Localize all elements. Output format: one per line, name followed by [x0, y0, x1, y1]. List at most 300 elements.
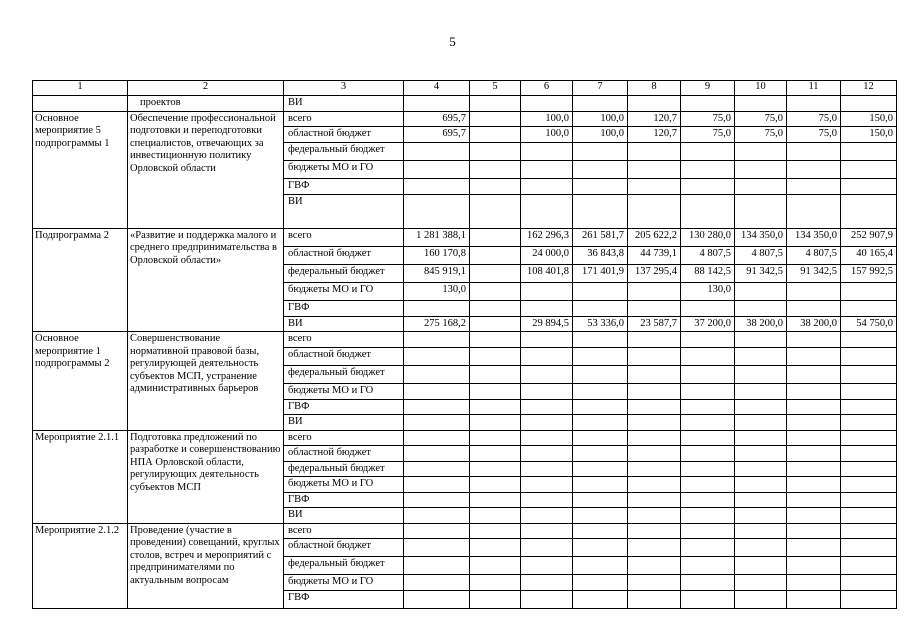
value-cell [470, 575, 521, 591]
value-cell [470, 111, 521, 127]
item-name-cell: Основное мероприятие 5 подпрограммы 1 [33, 111, 128, 228]
value-cell [470, 492, 521, 508]
value-cell [841, 492, 897, 508]
value-cell [470, 194, 521, 228]
value-cell [404, 492, 470, 508]
value-cell [521, 142, 573, 160]
value-cell [841, 178, 897, 194]
value-cell [573, 347, 628, 365]
value-cell: 160 170,8 [404, 246, 470, 264]
header-cell: 10 [735, 81, 787, 96]
value-cell [573, 300, 628, 316]
value-cell [573, 178, 628, 194]
value-cell [628, 194, 681, 228]
value-cell: 120,7 [628, 127, 681, 143]
header-row [33, 81, 897, 96]
value-cell: 130,0 [681, 282, 735, 300]
value-cell: 130 280,0 [681, 228, 735, 246]
value-cell: 75,0 [787, 111, 841, 127]
value-cell [841, 399, 897, 415]
value-cell: 38 200,0 [735, 316, 787, 332]
value-cell: 4 807,5 [681, 246, 735, 264]
value-cell [628, 508, 681, 524]
value-cell [628, 365, 681, 383]
value-cell: 275 168,2 [404, 316, 470, 332]
value-cell [470, 332, 521, 348]
value-cell [573, 415, 628, 431]
value-cell [735, 160, 787, 178]
value-cell [841, 430, 897, 446]
value-cell [404, 461, 470, 477]
value-cell [681, 383, 735, 399]
value-cell [470, 178, 521, 194]
table-row [33, 228, 897, 246]
value-cell [470, 282, 521, 300]
value-cell [470, 461, 521, 477]
value-cell [841, 415, 897, 431]
value-cell [735, 461, 787, 477]
value-cell [573, 399, 628, 415]
value-cell [521, 160, 573, 178]
value-cell [735, 300, 787, 316]
funding-source-cell: всего [284, 228, 404, 246]
value-cell [404, 508, 470, 524]
item-description-cell: Обеспечение профессиональной подготовки и переподготовки специалистов, отвечающих за инвестиционную политику Орловской области [128, 111, 284, 228]
value-cell: 75,0 [735, 111, 787, 127]
funding-source-cell: бюджеты МО и ГО [284, 282, 404, 300]
value-cell [787, 539, 841, 557]
header-cell: 1 [33, 81, 128, 96]
funding-source-cell: ВИ [284, 96, 404, 112]
value-cell [521, 399, 573, 415]
value-cell: 171 401,9 [573, 264, 628, 282]
value-cell [735, 492, 787, 508]
value-cell [681, 300, 735, 316]
value-cell [573, 430, 628, 446]
value-cell [628, 477, 681, 493]
value-cell: 37 200,0 [681, 316, 735, 332]
value-cell: 91 342,5 [787, 264, 841, 282]
header-cell: 5 [470, 81, 521, 96]
value-cell [628, 461, 681, 477]
value-cell [841, 96, 897, 112]
value-cell [573, 477, 628, 493]
value-cell [470, 142, 521, 160]
funding-source-cell: ВИ [284, 194, 404, 228]
funding-source-cell: всего [284, 523, 404, 539]
value-cell [404, 365, 470, 383]
value-cell [470, 415, 521, 431]
value-cell [470, 383, 521, 399]
value-cell [628, 415, 681, 431]
value-cell [628, 160, 681, 178]
value-cell [521, 415, 573, 431]
value-cell: 75,0 [787, 127, 841, 143]
value-cell: 4 807,5 [735, 246, 787, 264]
value-cell [404, 383, 470, 399]
value-cell [681, 477, 735, 493]
value-cell [628, 557, 681, 575]
value-cell [470, 228, 521, 246]
value-cell [841, 347, 897, 365]
funding-source-cell: всего [284, 332, 404, 348]
value-cell: 91 342,5 [735, 264, 787, 282]
value-cell [841, 539, 897, 557]
value-cell [681, 365, 735, 383]
value-cell [735, 365, 787, 383]
value-cell [573, 557, 628, 575]
value-cell [573, 461, 628, 477]
value-cell [841, 332, 897, 348]
value-cell: 44 739,1 [628, 246, 681, 264]
value-cell [521, 300, 573, 316]
value-cell [573, 365, 628, 383]
value-cell: 23 587,7 [628, 316, 681, 332]
value-cell: 100,0 [521, 127, 573, 143]
value-cell [681, 399, 735, 415]
value-cell [521, 508, 573, 524]
value-cell [404, 96, 470, 112]
funding-source-cell: бюджеты МО и ГО [284, 477, 404, 493]
value-cell [628, 142, 681, 160]
value-cell [787, 430, 841, 446]
value-cell [787, 194, 841, 228]
value-cell [628, 591, 681, 609]
value-cell [470, 347, 521, 365]
funding-source-cell: бюджеты МО и ГО [284, 160, 404, 178]
value-cell: 100,0 [573, 111, 628, 127]
table-row [33, 430, 897, 446]
table-row [33, 332, 897, 348]
value-cell [841, 461, 897, 477]
item-name-cell: Мероприятие 2.1.2 [33, 523, 128, 609]
value-cell [573, 591, 628, 609]
value-cell: 120,7 [628, 111, 681, 127]
value-cell: 130,0 [404, 282, 470, 300]
value-cell [470, 446, 521, 462]
value-cell: 162 296,3 [521, 228, 573, 246]
value-cell [787, 575, 841, 591]
value-cell [521, 591, 573, 609]
value-cell [735, 575, 787, 591]
value-cell [841, 142, 897, 160]
value-cell [841, 591, 897, 609]
value-cell [787, 300, 841, 316]
value-cell [681, 446, 735, 462]
value-cell [521, 557, 573, 575]
value-cell [521, 575, 573, 591]
funding-source-cell: ГВФ [284, 399, 404, 415]
value-cell [787, 142, 841, 160]
value-cell [521, 282, 573, 300]
value-cell [573, 160, 628, 178]
item-name-cell: Подпрограмма 2 [33, 228, 128, 332]
value-cell [573, 446, 628, 462]
value-cell [787, 461, 841, 477]
value-cell [787, 332, 841, 348]
value-cell [735, 383, 787, 399]
value-cell [787, 282, 841, 300]
funding-source-cell: областной бюджет [284, 539, 404, 557]
value-cell [470, 508, 521, 524]
value-cell [404, 300, 470, 316]
funding-source-cell: ГВФ [284, 591, 404, 609]
value-cell: 88 142,5 [681, 264, 735, 282]
funding-source-cell: федеральный бюджет [284, 461, 404, 477]
funding-source-cell: ГВФ [284, 300, 404, 316]
value-cell [787, 477, 841, 493]
header-cell: 6 [521, 81, 573, 96]
value-cell [404, 446, 470, 462]
value-cell [841, 508, 897, 524]
value-cell [521, 539, 573, 557]
value-cell [681, 96, 735, 112]
value-cell [628, 399, 681, 415]
value-cell [681, 557, 735, 575]
value-cell [521, 477, 573, 493]
value-cell [521, 347, 573, 365]
value-cell [681, 508, 735, 524]
value-cell [628, 492, 681, 508]
value-cell: 205 622,2 [628, 228, 681, 246]
value-cell [787, 508, 841, 524]
value-cell [787, 446, 841, 462]
value-cell [787, 492, 841, 508]
value-cell [735, 415, 787, 431]
value-cell [470, 430, 521, 446]
value-cell [735, 282, 787, 300]
value-cell: 40 165,4 [841, 246, 897, 264]
header-cell: 8 [628, 81, 681, 96]
funding-source-cell: всего [284, 430, 404, 446]
value-cell: 54 750,0 [841, 316, 897, 332]
value-cell: 261 581,7 [573, 228, 628, 246]
value-cell [628, 430, 681, 446]
value-cell: 695,7 [404, 111, 470, 127]
value-cell [841, 282, 897, 300]
value-cell [628, 575, 681, 591]
value-cell [735, 347, 787, 365]
value-cell [404, 591, 470, 609]
value-cell [521, 446, 573, 462]
table-row [33, 96, 897, 112]
value-cell [404, 142, 470, 160]
value-cell [573, 96, 628, 112]
value-cell [470, 264, 521, 282]
value-cell [521, 96, 573, 112]
value-cell [521, 194, 573, 228]
value-cell: 134 350,0 [735, 228, 787, 246]
value-cell [628, 383, 681, 399]
value-cell [735, 142, 787, 160]
value-cell: 134 350,0 [787, 228, 841, 246]
funding-source-cell: ВИ [284, 415, 404, 431]
value-cell [681, 160, 735, 178]
value-cell [470, 160, 521, 178]
value-cell [404, 160, 470, 178]
funding-source-cell: федеральный бюджет [284, 557, 404, 575]
table-row [33, 111, 897, 127]
value-cell [681, 539, 735, 557]
value-cell [404, 477, 470, 493]
value-cell [470, 316, 521, 332]
value-cell: 150,0 [841, 127, 897, 143]
value-cell: 75,0 [681, 111, 735, 127]
value-cell [628, 539, 681, 557]
value-cell [404, 194, 470, 228]
item-name-cell [33, 96, 128, 112]
value-cell [787, 399, 841, 415]
value-cell [470, 127, 521, 143]
header-cell: 9 [681, 81, 735, 96]
item-name-cell: Мероприятие 2.1.1 [33, 430, 128, 523]
value-cell: 108 401,8 [521, 264, 573, 282]
value-cell [841, 446, 897, 462]
value-cell [841, 575, 897, 591]
value-cell [573, 575, 628, 591]
value-cell [470, 96, 521, 112]
value-cell [681, 178, 735, 194]
value-cell [521, 523, 573, 539]
value-cell [841, 365, 897, 383]
value-cell [404, 347, 470, 365]
value-cell [681, 575, 735, 591]
value-cell [404, 415, 470, 431]
value-cell [787, 557, 841, 575]
value-cell [787, 383, 841, 399]
value-cell [628, 178, 681, 194]
value-cell: 150,0 [841, 111, 897, 127]
value-cell [628, 282, 681, 300]
value-cell: 137 295,4 [628, 264, 681, 282]
value-cell: 4 807,5 [787, 246, 841, 264]
value-cell [470, 399, 521, 415]
value-cell [735, 477, 787, 493]
funding-source-cell: федеральный бюджет [284, 264, 404, 282]
value-cell: 100,0 [521, 111, 573, 127]
value-cell [735, 591, 787, 609]
funding-source-cell: федеральный бюджет [284, 365, 404, 383]
value-cell [735, 194, 787, 228]
header-cell: 7 [573, 81, 628, 96]
value-cell [404, 539, 470, 557]
value-cell [573, 194, 628, 228]
item-name-cell: Основное мероприятие 1 подпрограммы 2 [33, 332, 128, 431]
value-cell: 38 200,0 [787, 316, 841, 332]
value-cell [735, 332, 787, 348]
value-cell [735, 96, 787, 112]
value-cell [521, 332, 573, 348]
value-cell [521, 461, 573, 477]
table-row [33, 523, 897, 539]
value-cell [841, 523, 897, 539]
value-cell [628, 523, 681, 539]
value-cell [470, 477, 521, 493]
value-cell [681, 523, 735, 539]
value-cell: 157 992,5 [841, 264, 897, 282]
value-cell: 36 843,8 [573, 246, 628, 264]
header-cell: 3 [284, 81, 404, 96]
value-cell: 29 894,5 [521, 316, 573, 332]
value-cell [470, 523, 521, 539]
value-cell [573, 523, 628, 539]
funding-source-cell: ГВФ [284, 178, 404, 194]
value-cell [404, 430, 470, 446]
value-cell: 1 281 388,1 [404, 228, 470, 246]
value-cell [787, 96, 841, 112]
value-cell [470, 557, 521, 575]
value-cell [573, 142, 628, 160]
funding-source-cell: бюджеты МО и ГО [284, 575, 404, 591]
value-cell [735, 399, 787, 415]
value-cell [404, 523, 470, 539]
value-cell [573, 383, 628, 399]
item-description-cell: проектов [128, 96, 284, 112]
value-cell [521, 430, 573, 446]
value-cell: 695,7 [404, 127, 470, 143]
value-cell [681, 415, 735, 431]
funding-source-cell: областной бюджет [284, 246, 404, 264]
value-cell [841, 194, 897, 228]
value-cell [628, 332, 681, 348]
value-cell [628, 300, 681, 316]
value-cell [404, 399, 470, 415]
header-cell: 11 [787, 81, 841, 96]
value-cell [573, 332, 628, 348]
value-cell [573, 508, 628, 524]
funding-source-cell: всего [284, 111, 404, 127]
value-cell [404, 332, 470, 348]
value-cell [681, 347, 735, 365]
item-description-cell: Проведение (участие в проведении) совещаний, круглых столов, встреч и мероприятий с предпринимателями по актуальным вопросам [128, 523, 284, 609]
value-cell [735, 430, 787, 446]
value-cell [841, 160, 897, 178]
value-cell [841, 477, 897, 493]
value-cell: 75,0 [681, 127, 735, 143]
funding-source-cell: ВИ [284, 316, 404, 332]
value-cell [681, 142, 735, 160]
value-cell [787, 347, 841, 365]
value-cell [681, 430, 735, 446]
value-cell: 75,0 [735, 127, 787, 143]
budget-table [32, 80, 897, 609]
funding-source-cell: ВИ [284, 508, 404, 524]
value-cell [787, 365, 841, 383]
funding-source-cell: бюджеты МО и ГО [284, 383, 404, 399]
value-cell [628, 347, 681, 365]
funding-source-cell: ГВФ [284, 492, 404, 508]
value-cell [787, 591, 841, 609]
value-cell [735, 523, 787, 539]
value-cell [573, 282, 628, 300]
value-cell [681, 461, 735, 477]
page-number: 5 [449, 34, 456, 49]
value-cell: 252 907,9 [841, 228, 897, 246]
value-cell [735, 557, 787, 575]
value-cell [470, 246, 521, 264]
value-cell [681, 332, 735, 348]
value-cell: 100,0 [573, 127, 628, 143]
value-cell: 53 336,0 [573, 316, 628, 332]
value-cell [521, 365, 573, 383]
value-cell [521, 383, 573, 399]
value-cell [841, 383, 897, 399]
value-cell [787, 160, 841, 178]
value-cell [470, 591, 521, 609]
value-cell [573, 492, 628, 508]
value-cell [735, 446, 787, 462]
value-cell [470, 365, 521, 383]
